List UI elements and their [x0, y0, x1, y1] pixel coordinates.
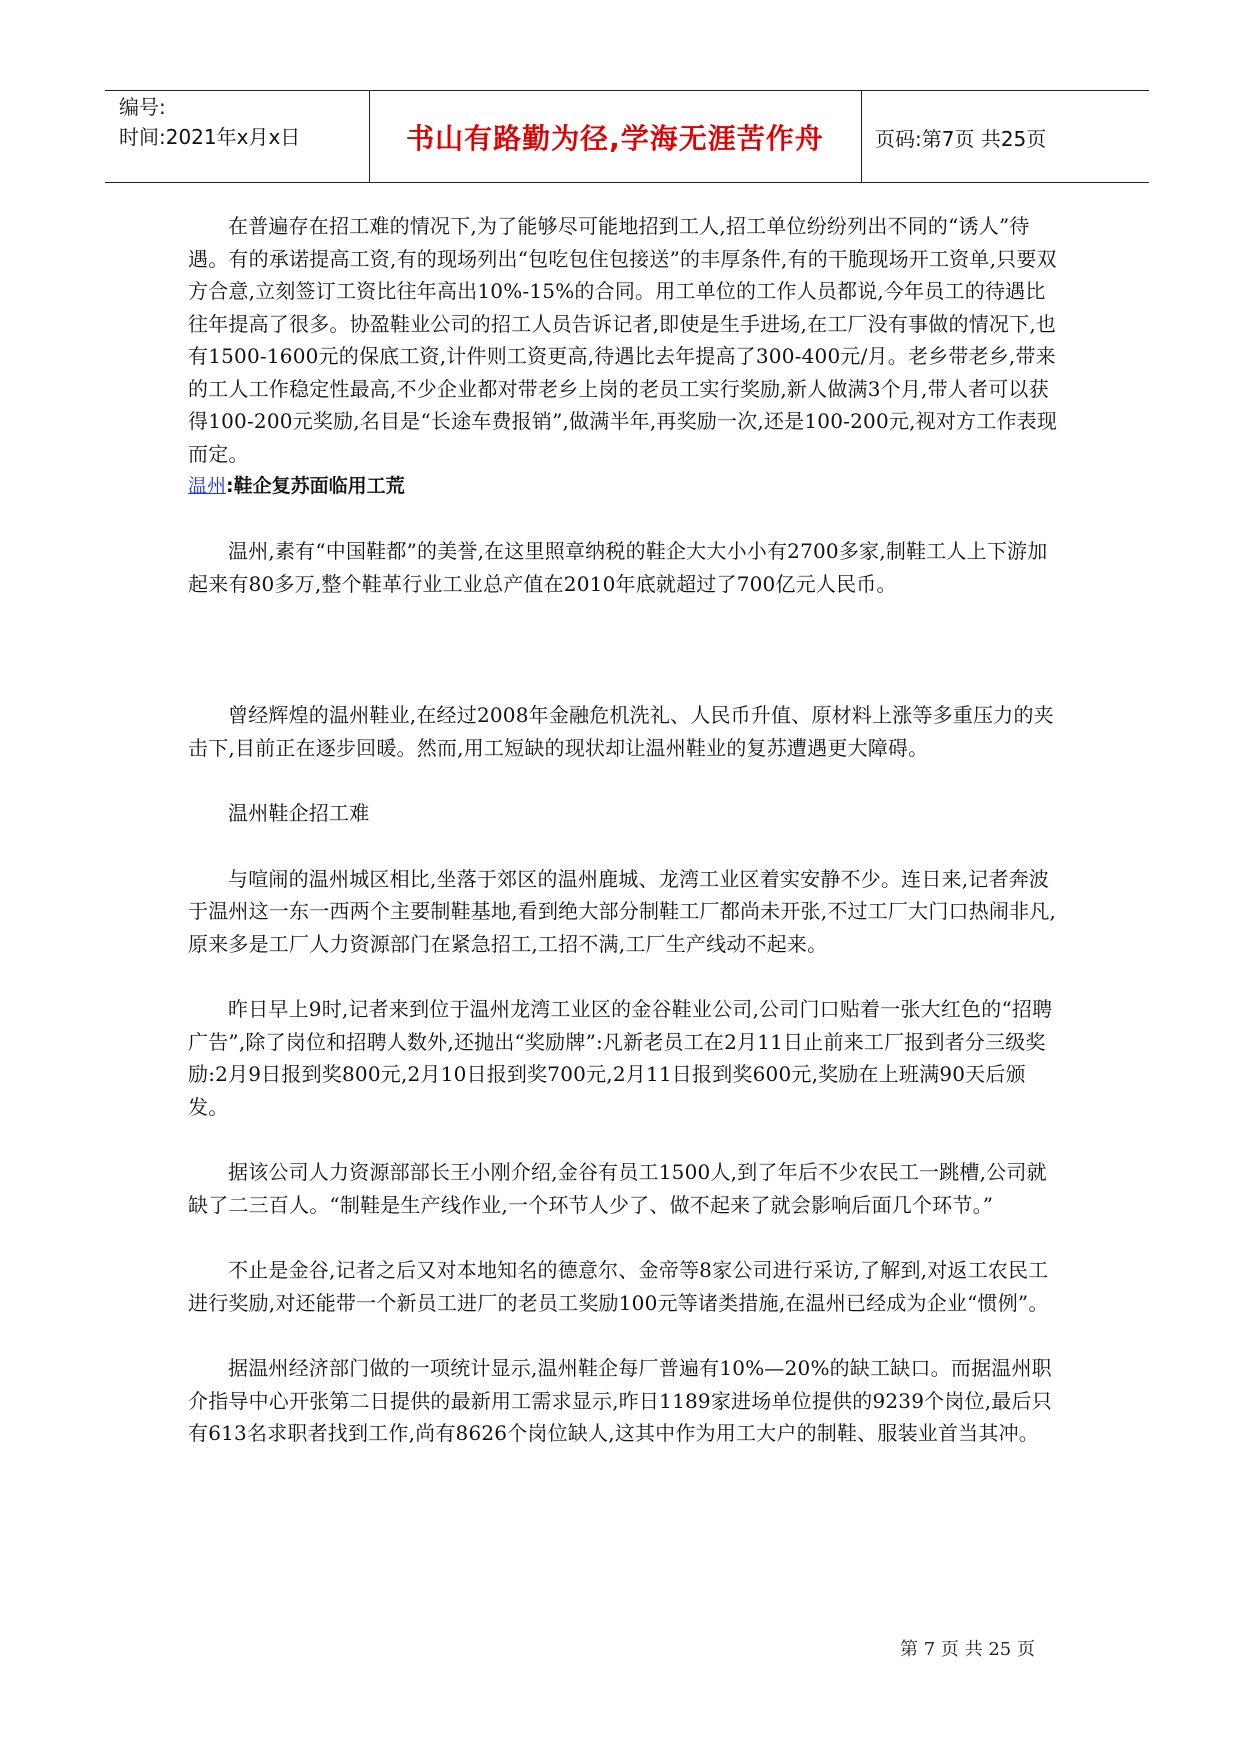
paragraph-4-subheading: 温州鞋企招工难 — [228, 801, 370, 825]
paragraph-5: 与喧闹的温州城区相比,坐落于郊区的温州鹿城、龙湾工业区着实安静不少。连日来,记者奔波于温州这一东一西两个主要制鞋基地,看到绝大部分制鞋工厂都尚未开张,不过工厂大门口热闹非凡,原来多是工厂人力资源部门在紧急招工,工招不满,工厂生产线动不起来。 — [188, 866, 1057, 956]
header-number-label: 编号: — [119, 95, 166, 119]
page-footer: 第 7 页 共 25 页 — [900, 1639, 1035, 1660]
header-motto: 书山有路勤为径,学海无涯苦作舟 — [406, 122, 824, 155]
heading-link-wenzhou[interactable]: 温州 — [188, 475, 227, 497]
paragraph-9: 据温州经济部门做的一项统计显示,温州鞋企每厂普遍有10%—20%的缺工缺口。而据温州职介指导中心开张第二日提供的最新用工需求显示,昨日1189家进场单位提供的9239个岗位,最后只有613名求职者找到工作,尚有8626个岗位缺人,这其中作为用工大户的制鞋、服装业首当其冲。 — [188, 1356, 1052, 1445]
header-date-label: 时间:2021年x月x日 — [119, 125, 301, 149]
header-page-label: 页码:第7页 共25页 — [875, 127, 1047, 151]
heading-text: :鞋企复苏面临用工荒 — [226, 475, 405, 497]
paragraph-3: 曾经辉煌的温州鞋业,在经过2008年金融危机洗礼、人民币升值、原材料上涨等多重压力的夹击下,目前正在逐步回暖。然而,用工短缺的现状却让温州鞋业的复苏遭遇更大障碍。 — [188, 703, 1054, 760]
document-body — [188, 210, 1064, 1450]
header-bottom-rule — [105, 182, 1149, 183]
spacer — [188, 1221, 1064, 1254]
page-header — [105, 90, 1149, 182]
section-heading — [188, 470, 1064, 502]
spacer — [188, 830, 1064, 863]
paragraph-8: 不止是金谷,记者之后又对本地知名的德意尔、金帝等8家公司进行采访,了解到,对返工农民工进行奖励,对还能带一个新员工进厂的老员工奖励100元等诸类措施,在温州已经成为企业“惯例”。 — [188, 1258, 1049, 1315]
paragraph-1: 在普遍存在招工难的情况下,为了能够尽可能地招到工人,招工单位纷纷列出不同的“诱人”待遇。有的承诺提高工资,有的现场列出“包吃包住包接送”的丰厚条件,有的干脆现场开工资单,只要双方合意,立刻签订工资比往年高出10%-15%的合同。用工单位的工作人员都说,今年员工的待遇比往年提高了很多。协盈鞋业公司的招工人员告诉记者,即使是生手进场,在工厂没有事做的情况下,也有1500-1600元的保底工资,计件则工资更高,待遇比去年提高了300-400元/月。老乡带老乡,带来的工人工作稳定性最高,不少企业都对带老乡上岗的老员工实行奖励,新人做满3个月,带人者可以获得100-200元奖励,名目是“长途车费报销”,做满半年,再奖励一次,还是100-200元,视对方工作表现而定。 — [188, 214, 1058, 466]
spacer — [188, 502, 1064, 535]
spacer — [188, 1123, 1064, 1156]
spacer — [188, 600, 1064, 666]
header-meta — [119, 92, 300, 152]
paragraph-2: 温州,素有“中国鞋都”的美誉,在这里照章纳税的鞋企大大小小有2700多家,制鞋工人上下游加起来有80多万,整个鞋革行业工业总产值在2010年底就超过了700亿元人民币。 — [188, 539, 1048, 596]
spacer — [188, 764, 1064, 797]
header-divider-right — [861, 90, 862, 182]
paragraph-7: 据该公司人力资源部部长王小刚介绍,金谷有员工1500人,到了年后不少农民工一跳槽,公司就缺了二三百人。“制鞋是生产线作业,一个环节人少了、做不起来了就会影响后面几个环节。” — [188, 1160, 1047, 1217]
spacer — [188, 666, 1064, 699]
spacer — [188, 1319, 1064, 1352]
header-top-rule — [105, 90, 1149, 91]
paragraph-6: 昨日早上9时,记者来到位于温州龙湾工业区的金谷鞋业公司,公司门口贴着一张大红色的“招聘广告”,除了岗位和招聘人数外,还抛出“奖励牌”:凡新老员工在2月11日止前来工厂报到者分三级奖励:2月9日报到奖800元,2月10日报到奖700元,2月11日报到奖600元,奖励在上班满90天后颁发。 — [188, 997, 1053, 1119]
spacer — [188, 960, 1064, 993]
